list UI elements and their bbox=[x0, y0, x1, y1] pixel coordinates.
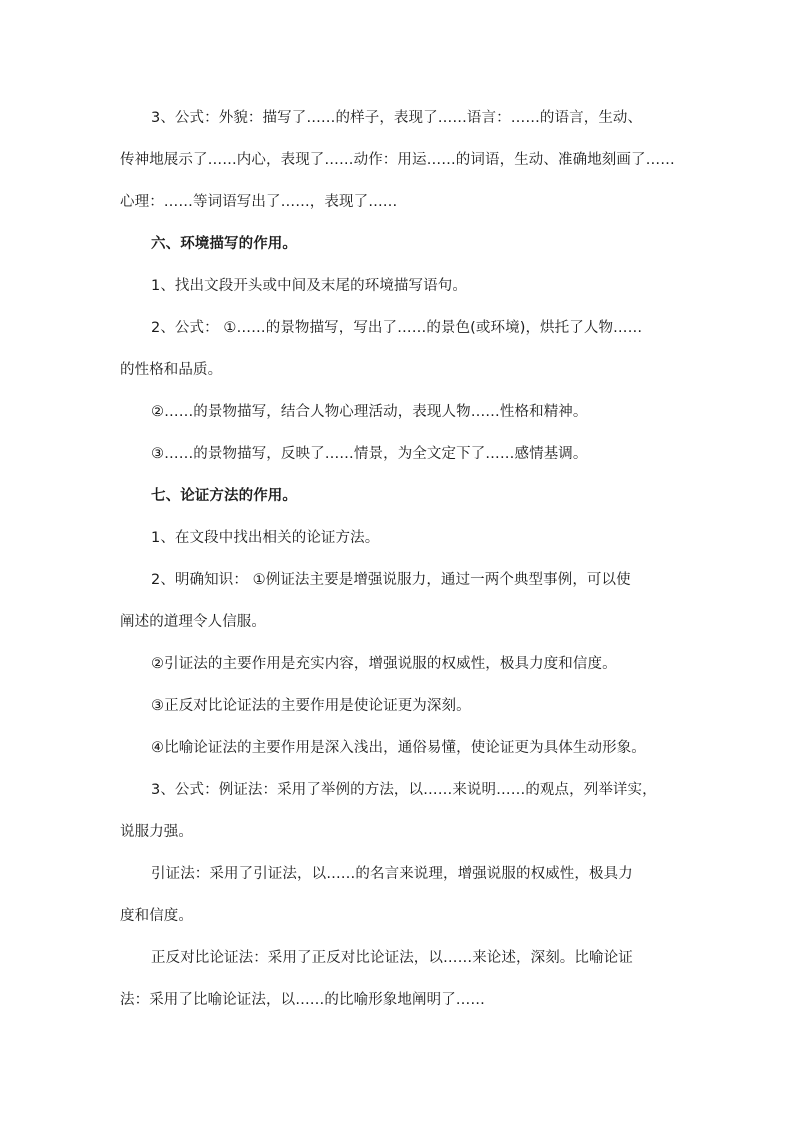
argument-formula-example-line: 3、公式：例证法：采用了举例的方法，以……来说明……的观点，列举详实， bbox=[151, 782, 657, 798]
formula-appearance-line: 3、公式：外貌：描写了……的样子，表现了……语言：……的语言，生动、 bbox=[151, 110, 643, 126]
environment-formula-item-2: ②……的景物描写，结合人物心理活动，表现人物……性格和精神。 bbox=[151, 404, 588, 420]
formula-inner-action-line: 传神地展示了……内心，表现了……动作：用运……的词语，生动、准确地刻画了…… bbox=[120, 152, 675, 168]
argument-formula-example-continuation: 说服力强。 bbox=[120, 824, 193, 840]
argument-knowledge-continuation: 阐述的道理令人信服。 bbox=[120, 614, 266, 630]
argument-formula-citation-continuation: 度和信度。 bbox=[120, 908, 193, 924]
argument-knowledge-item-4: ④比喻论证法的主要作用是深入浅出，通俗易懂，使论证更为具体生动形象。 bbox=[151, 740, 646, 756]
argument-formula-metaphor-line: 法：采用了比喻论证法，以……的比喻形象地阐明了…… bbox=[120, 992, 485, 1008]
argument-knowledge-line: 2、明确知识： ①例证法主要是增强说服力，通过一两个典型事例，可以使 bbox=[151, 572, 631, 588]
environment-formula-item-3: ③……的景物描写，反映了……情景，为全文定下了……感情基调。 bbox=[151, 446, 588, 462]
section-heading-environment: 六、环境描写的作用。 bbox=[151, 236, 297, 252]
argument-formula-citation-line: 引证法：采用了引证法，以……的名言来说理，增强说服的权威性，极具力 bbox=[151, 866, 633, 882]
argument-knowledge-item-3: ③正反对比论证法的主要作用是使论证更为深刻。 bbox=[151, 698, 471, 714]
formula-psychology-line: 心理：……等词语写出了……，表现了…… bbox=[120, 194, 398, 210]
argument-step-1: 1、在文段中找出相关的论证方法。 bbox=[151, 530, 380, 546]
environment-formula-continuation: 的性格和品质。 bbox=[120, 362, 223, 378]
section-heading-argument: 七、论证方法的作用。 bbox=[151, 488, 297, 504]
argument-formula-contrast-line: 正反对比论证法：采用了正反对比论证法，以……来论述，深刻。比喻论证 bbox=[151, 950, 633, 966]
environment-formula-line: 2、公式： ①……的景物描写，写出了……的景色(或环境)，烘托了人物…… bbox=[151, 320, 643, 336]
argument-knowledge-item-2: ②引证法的主要作用是充实内容，增强说服的权威性，极具力度和信度。 bbox=[151, 656, 617, 672]
environment-step-1: 1、找出文段开头或中间及末尾的环境描写语句。 bbox=[151, 278, 467, 294]
